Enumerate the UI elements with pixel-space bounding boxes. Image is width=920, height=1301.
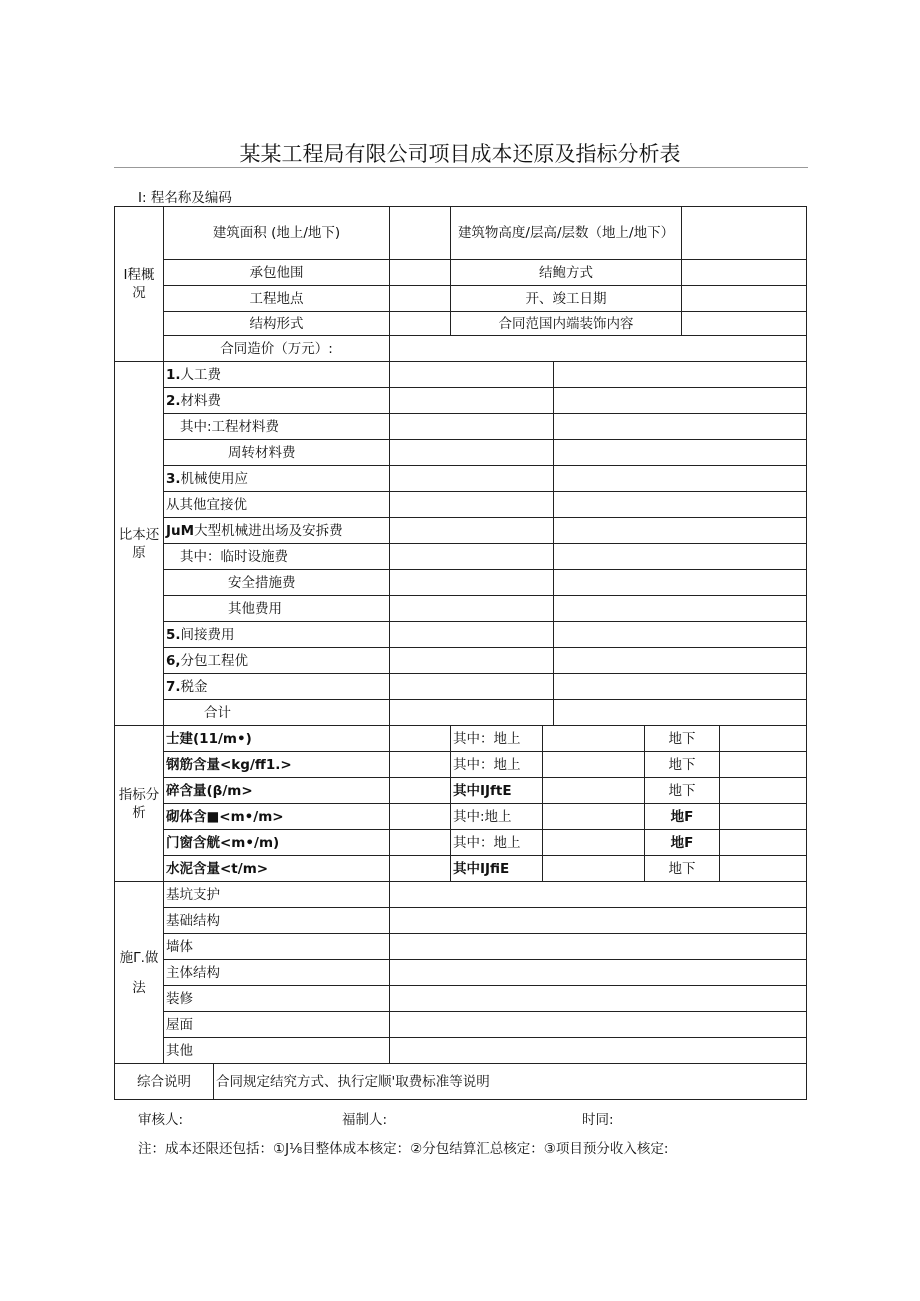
index-below-label: 地下 <box>645 726 720 752</box>
title-divider <box>114 167 808 168</box>
index-row-label: 士建(11/m•) <box>164 726 390 752</box>
index-below-label: 地下 <box>645 752 720 778</box>
cost-item: JuM大型机械进出场及安拆费 <box>164 518 390 544</box>
construction-value[interactable] <box>390 1038 807 1064</box>
reviewer-label: 审核人: <box>138 1112 184 1128</box>
index-total-value[interactable] <box>390 752 451 778</box>
cost-item: 其中：临时设施费 <box>164 544 390 570</box>
cost-item: 2.材料费 <box>164 388 390 414</box>
cost-note[interactable] <box>554 544 807 570</box>
cost-item: 3.机械使用应 <box>164 466 390 492</box>
construction-section-label: 施Γ.做法 <box>115 882 164 1064</box>
cost-note[interactable] <box>554 596 807 622</box>
cost-total-note[interactable] <box>554 700 807 726</box>
index-above-value[interactable] <box>543 830 645 856</box>
building-height-value[interactable] <box>682 207 807 260</box>
summary-text[interactable]: 合同规定结究方式、执行定顺'取费标准等说明 <box>214 1064 807 1100</box>
cost-note[interactable] <box>554 622 807 648</box>
structure-type-label: 结鲍方式 <box>451 260 682 286</box>
index-above-label: 其中IJfiE <box>451 856 543 882</box>
cost-item: 6,分包工程优 <box>164 648 390 674</box>
construction-value[interactable] <box>390 934 807 960</box>
index-below-label: 地F <box>645 830 720 856</box>
construction-item: 屋面 <box>164 1012 390 1038</box>
cost-item: 安全措施费 <box>164 570 390 596</box>
cost-note[interactable] <box>554 570 807 596</box>
structure-type-value[interactable] <box>682 260 807 286</box>
decoration-label: 合同范国内端装饰内容 <box>451 312 682 336</box>
cost-section-label: 比本还原 <box>115 362 164 726</box>
construction-item: 基础结构 <box>164 908 390 934</box>
location-value[interactable] <box>390 286 451 312</box>
index-section-label: 指标分析 <box>115 726 164 882</box>
preparer-label: 福制人: <box>342 1112 388 1128</box>
index-above-value[interactable] <box>543 752 645 778</box>
index-below-value[interactable] <box>720 752 807 778</box>
cost-value[interactable] <box>390 362 554 388</box>
cost-value[interactable] <box>390 492 554 518</box>
index-above-value[interactable] <box>543 804 645 830</box>
cost-note[interactable] <box>554 466 807 492</box>
index-below-value[interactable] <box>720 830 807 856</box>
index-row-label: 钢筋含量<kg/ff1.> <box>164 752 390 778</box>
index-above-value[interactable] <box>543 778 645 804</box>
cost-total-value[interactable] <box>390 700 554 726</box>
index-above-value[interactable] <box>543 726 645 752</box>
building-area-value[interactable] <box>390 207 451 260</box>
cost-value[interactable] <box>390 570 554 596</box>
cost-value[interactable] <box>390 544 554 570</box>
index-above-label: 其中：地上 <box>451 726 543 752</box>
index-above-label: 其中：地上 <box>451 830 543 856</box>
construction-value[interactable] <box>390 882 807 908</box>
cost-note[interactable] <box>554 388 807 414</box>
building-height-label: 建筑物高度/层高/层数（地上/地下） <box>451 207 682 260</box>
index-above-label: 其中IJftE <box>451 778 543 804</box>
construction-item: 装修 <box>164 986 390 1012</box>
cost-value[interactable] <box>390 388 554 414</box>
cost-value[interactable] <box>390 518 554 544</box>
index-below-value[interactable] <box>720 856 807 882</box>
index-row-label: 水泥含量<t/m> <box>164 856 390 882</box>
contract-price-value[interactable] <box>390 336 807 362</box>
decoration-value[interactable] <box>682 312 807 336</box>
index-below-label: 地F <box>645 804 720 830</box>
structure-form-label: 结构形式 <box>164 312 390 336</box>
index-below-label: 地下 <box>645 856 720 882</box>
cost-item: 5.间接费用 <box>164 622 390 648</box>
cost-value[interactable] <box>390 648 554 674</box>
index-above-label: 其中：地上 <box>451 752 543 778</box>
overview-section-label: I程概况 <box>115 207 164 362</box>
index-row-label: 碎含量(β/m> <box>164 778 390 804</box>
cost-item: 7.税金 <box>164 674 390 700</box>
index-total-value[interactable] <box>390 804 451 830</box>
cost-value[interactable] <box>390 596 554 622</box>
contract-price-label: 合同造价（万元）: <box>164 336 390 362</box>
construction-value[interactable] <box>390 986 807 1012</box>
index-total-value[interactable] <box>390 778 451 804</box>
index-total-value[interactable] <box>390 856 451 882</box>
cost-note[interactable] <box>554 674 807 700</box>
cost-value[interactable] <box>390 674 554 700</box>
cost-note[interactable] <box>554 518 807 544</box>
building-area-label: 建筑面积 (地上/地下) <box>164 207 390 260</box>
cost-note[interactable] <box>554 362 807 388</box>
summary-label: 综合说明 <box>115 1064 214 1100</box>
contract-scope-value[interactable] <box>390 260 451 286</box>
time-label: 时同: <box>582 1112 614 1128</box>
index-below-label: 地下 <box>645 778 720 804</box>
cost-item: 其中:工程材料费 <box>164 414 390 440</box>
index-below-value[interactable] <box>720 726 807 752</box>
cost-total-label: 合计 <box>164 700 390 726</box>
cost-note[interactable] <box>554 440 807 466</box>
construction-item: 主体结构 <box>164 960 390 986</box>
index-row-label: 门窗含觥<m•/m) <box>164 830 390 856</box>
cost-item: 从其他宜接优 <box>164 492 390 518</box>
cost-note[interactable] <box>554 414 807 440</box>
construction-value[interactable] <box>390 908 807 934</box>
construction-value[interactable] <box>390 960 807 986</box>
contract-scope-label: 承包他围 <box>164 260 390 286</box>
construction-item: 其他 <box>164 1038 390 1064</box>
cost-value[interactable] <box>390 622 554 648</box>
cost-item: 周转材料费 <box>164 440 390 466</box>
cost-value[interactable] <box>390 440 554 466</box>
index-total-value[interactable] <box>390 830 451 856</box>
structure-form-value[interactable] <box>390 312 451 336</box>
cost-value[interactable] <box>390 466 554 492</box>
dates-value[interactable] <box>682 286 807 312</box>
index-above-value[interactable] <box>543 856 645 882</box>
project-name-label: I: 程名称及编码 <box>138 190 232 206</box>
dates-label: 开、竣工日期 <box>451 286 682 312</box>
document-title: 某某工程局有限公司项目成本还原及指标分析表 <box>239 142 681 166</box>
construction-value[interactable] <box>390 1012 807 1038</box>
index-row-label: 砌体含■<m•/m> <box>164 804 390 830</box>
cost-note[interactable] <box>554 648 807 674</box>
index-below-value[interactable] <box>720 804 807 830</box>
cost-item: 1.人工费 <box>164 362 390 388</box>
cost-value[interactable] <box>390 414 554 440</box>
index-total-value[interactable] <box>390 726 451 752</box>
footnote: 注：成本还限还包括：①J⅛目整体成本核定：②分包结算汇总核定：③项目预分收入核定: <box>138 1141 669 1157</box>
construction-item: 基坑支护 <box>164 882 390 908</box>
construction-item: 墙体 <box>164 934 390 960</box>
cost-note[interactable] <box>554 492 807 518</box>
index-below-value[interactable] <box>720 778 807 804</box>
index-above-label: 其中:地上 <box>451 804 543 830</box>
location-label: 工程地点 <box>164 286 390 312</box>
cost-analysis-table <box>114 206 807 1100</box>
cost-item: 其他费用 <box>164 596 390 622</box>
